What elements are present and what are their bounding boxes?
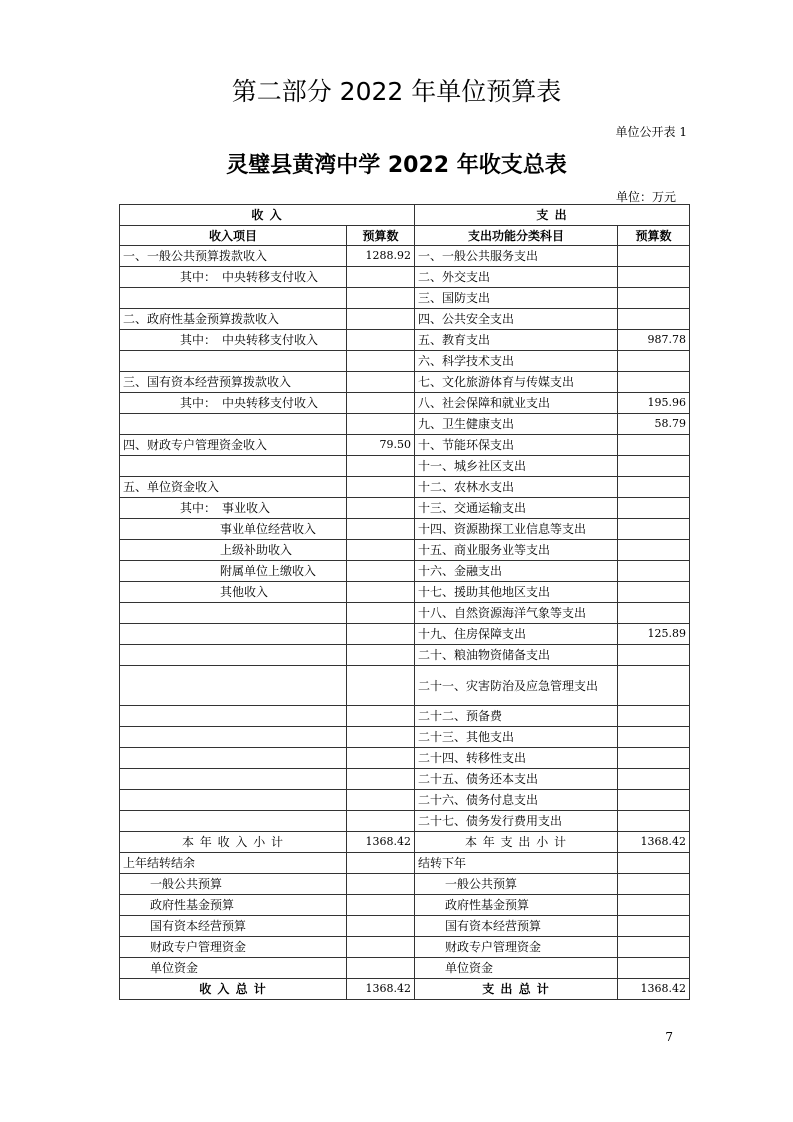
carry-expense-label: 政府性基金预算	[415, 895, 618, 916]
expense-amount-cell	[618, 790, 690, 811]
expense-item-cell: 二、外交支出	[415, 267, 618, 288]
expense-amount-cell	[618, 582, 690, 603]
income-item-cell	[120, 790, 347, 811]
carry-expense-label: 一般公共预算	[415, 874, 618, 895]
expense-amount-cell	[618, 748, 690, 769]
carry-income-label: 国有资本经营预算	[120, 916, 347, 937]
expense-item-cell: 十三、交通运输支出	[415, 498, 618, 519]
carry-expense-amount	[618, 895, 690, 916]
income-item-cell	[120, 603, 347, 624]
table-row	[120, 540, 690, 561]
income-amount-cell	[347, 477, 415, 498]
col-income-amount: 预算数	[347, 226, 415, 246]
table-row	[120, 246, 690, 267]
table-row	[120, 666, 690, 706]
income-item-cell: 五、单位资金收入	[120, 477, 347, 498]
income-item-cell	[120, 414, 347, 435]
part-title: 第二部分 2022 年单位预算表	[231, 77, 562, 106]
income-amount-cell: 1288.92	[347, 246, 415, 267]
income-amount-cell	[347, 582, 415, 603]
expense-amount-cell	[618, 477, 690, 498]
carry-expense-amount	[618, 874, 690, 895]
expense-amount-cell	[618, 288, 690, 309]
expense-item-cell: 二十一、灾害防治及应急管理支出	[415, 666, 618, 706]
carry-row	[120, 895, 690, 916]
table-row	[120, 309, 690, 330]
income-amount-cell	[347, 769, 415, 790]
expense-amount-cell	[618, 727, 690, 748]
col-income-item: 收入项目	[120, 226, 347, 246]
table-row	[120, 624, 690, 645]
page-number: 7	[665, 1030, 673, 1044]
expense-item-cell: 十五、商业服务业等支出	[415, 540, 618, 561]
income-item-cell: 四、财政专户管理资金收入	[120, 435, 347, 456]
document-title: 灵璧县黄湾中学 2022 年收支总表	[226, 153, 567, 178]
expense-item-cell: 十四、资源勘探工业信息等支出	[415, 519, 618, 540]
expense-item-cell: 二十、粮油物资储备支出	[415, 645, 618, 666]
table-row	[120, 645, 690, 666]
expense-item-cell: 十、节能环保支出	[415, 435, 618, 456]
income-amount-cell	[347, 790, 415, 811]
expense-amount-cell	[618, 519, 690, 540]
table-row	[120, 603, 690, 624]
carry-income-label: 上年结转结余	[120, 853, 347, 874]
carry-expense-label: 单位资金	[415, 958, 618, 979]
expense-amount-cell	[618, 603, 690, 624]
expense-item-cell: 十六、金融支出	[415, 561, 618, 582]
expense-item-cell: 二十六、债务付息支出	[415, 790, 618, 811]
table-row	[120, 748, 690, 769]
income-item-cell	[120, 811, 347, 832]
income-item-cell	[120, 769, 347, 790]
income-item-cell: 上级补助收入	[120, 540, 347, 561]
income-amount-cell	[347, 393, 415, 414]
expense-item-cell: 二十四、转移性支出	[415, 748, 618, 769]
income-item-cell: 其中： 中央转移支付收入	[120, 330, 347, 351]
expense-item-cell: 二十二、预备费	[415, 706, 618, 727]
income-amount-cell	[347, 519, 415, 540]
expense-item-cell: 二十三、其他支出	[415, 727, 618, 748]
table-row	[120, 435, 690, 456]
income-item-cell	[120, 748, 347, 769]
subtotal-row	[120, 832, 690, 853]
expense-item-cell: 十一、城乡社区支出	[415, 456, 618, 477]
income-item-cell: 附属单位上缴收入	[120, 561, 347, 582]
income-total-amount: 1368.42	[347, 979, 415, 1000]
table-row	[120, 393, 690, 414]
table-row	[120, 414, 690, 435]
income-item-cell: 三、国有资本经营预算拨款收入	[120, 372, 347, 393]
total-row	[120, 979, 690, 1000]
income-amount-cell	[347, 811, 415, 832]
expense-amount-cell	[618, 435, 690, 456]
expense-amount-cell	[618, 372, 690, 393]
table-row	[120, 519, 690, 540]
expense-total-amount: 1368.42	[618, 979, 690, 1000]
unit-label: 单位：万元	[615, 190, 676, 204]
income-amount-cell	[347, 540, 415, 561]
income-item-cell	[120, 456, 347, 477]
expense-amount-cell: 195.96	[618, 393, 690, 414]
expense-total-label: 支 出 总 计	[415, 979, 618, 1000]
expense-item-cell: 一、一般公共服务支出	[415, 246, 618, 267]
income-amount-cell	[347, 666, 415, 706]
expense-amount-cell: 987.78	[618, 330, 690, 351]
income-amount-cell	[347, 372, 415, 393]
income-item-cell	[120, 288, 347, 309]
table-row	[120, 372, 690, 393]
expense-amount-cell	[618, 561, 690, 582]
income-item-cell	[120, 727, 347, 748]
column-header-row	[120, 226, 690, 246]
carry-expense-amount	[618, 853, 690, 874]
income-item-cell: 其他收入	[120, 582, 347, 603]
expense-amount-cell	[618, 769, 690, 790]
expense-amount-cell	[618, 811, 690, 832]
expense-amount-cell	[618, 540, 690, 561]
income-subtotal-label: 本 年 收 入 小 计	[120, 832, 347, 853]
carry-expense-amount	[618, 937, 690, 958]
carry-row	[120, 874, 690, 895]
income-total-label: 收 入 总 计	[120, 979, 347, 1000]
carry-row	[120, 937, 690, 958]
income-amount-cell	[347, 351, 415, 372]
income-amount-cell	[347, 267, 415, 288]
table-row	[120, 330, 690, 351]
carry-row	[120, 958, 690, 979]
expense-amount-cell	[618, 267, 690, 288]
carry-expense-label: 国有资本经营预算	[415, 916, 618, 937]
table-row	[120, 769, 690, 790]
carry-income-label: 单位资金	[120, 958, 347, 979]
expense-item-cell: 十八、自然资源海洋气象等支出	[415, 603, 618, 624]
col-expense-amount: 预算数	[618, 226, 690, 246]
table-row	[120, 267, 690, 288]
expense-item-cell: 十二、农林水支出	[415, 477, 618, 498]
table-row	[120, 477, 690, 498]
table-row	[120, 351, 690, 372]
expense-item-cell: 二十七、债务发行费用支出	[415, 811, 618, 832]
expense-subtotal-label: 本 年 支 出 小 计	[415, 832, 618, 853]
carry-income-label: 一般公共预算	[120, 874, 347, 895]
table-row	[120, 498, 690, 519]
expense-item-cell: 六、科学技术支出	[415, 351, 618, 372]
carry-row	[120, 916, 690, 937]
expense-amount-cell: 58.79	[618, 414, 690, 435]
income-amount-cell	[347, 498, 415, 519]
expense-item-cell: 八、社会保障和就业支出	[415, 393, 618, 414]
income-subtotal-amount: 1368.42	[347, 832, 415, 853]
expense-item-cell: 二十五、债务还本支出	[415, 769, 618, 790]
carry-income-amount	[347, 937, 415, 958]
income-item-cell: 一、一般公共预算拨款收入	[120, 246, 347, 267]
table-row	[120, 561, 690, 582]
expense-item-cell: 三、国防支出	[415, 288, 618, 309]
expense-item-cell: 四、公共安全支出	[415, 309, 618, 330]
carry-row	[120, 853, 690, 874]
expense-item-cell: 七、文化旅游体育与传媒支出	[415, 372, 618, 393]
income-amount-cell	[347, 645, 415, 666]
expense-subtotal-amount: 1368.42	[618, 832, 690, 853]
carry-income-amount	[347, 853, 415, 874]
income-amount-cell	[347, 330, 415, 351]
income-item-cell: 事业单位经营收入	[120, 519, 347, 540]
income-amount-cell: 79.50	[347, 435, 415, 456]
table-row	[120, 288, 690, 309]
income-amount-cell	[347, 288, 415, 309]
table-row	[120, 582, 690, 603]
carry-income-amount	[347, 958, 415, 979]
income-amount-cell	[347, 727, 415, 748]
table-row	[120, 727, 690, 748]
income-item-cell	[120, 645, 347, 666]
carry-expense-amount	[618, 958, 690, 979]
carry-expense-amount	[618, 916, 690, 937]
expense-item-cell: 九、卫生健康支出	[415, 414, 618, 435]
carry-expense-label: 财政专户管理资金	[415, 937, 618, 958]
income-item-cell	[120, 706, 347, 727]
expense-amount-cell	[618, 309, 690, 330]
expense-item-cell: 五、教育支出	[415, 330, 618, 351]
income-item-cell: 其中： 事业收入	[120, 498, 347, 519]
income-item-cell	[120, 666, 347, 706]
expense-amount-cell	[618, 666, 690, 706]
income-item-cell: 其中： 中央转移支付收入	[120, 267, 347, 288]
expense-amount-cell	[618, 351, 690, 372]
income-amount-cell	[347, 456, 415, 477]
income-amount-cell	[347, 414, 415, 435]
income-amount-cell	[347, 706, 415, 727]
expense-item-cell: 十九、住房保障支出	[415, 624, 618, 645]
income-item-cell: 其中： 中央转移支付收入	[120, 393, 347, 414]
carry-expense-label: 结转下年	[415, 853, 618, 874]
income-item-cell: 二、政府性基金预算拨款收入	[120, 309, 347, 330]
table-row	[120, 811, 690, 832]
expense-amount-cell	[618, 706, 690, 727]
income-amount-cell	[347, 748, 415, 769]
table-row	[120, 706, 690, 727]
budget-table	[119, 204, 690, 1000]
income-amount-cell	[347, 561, 415, 582]
carry-income-label: 政府性基金预算	[120, 895, 347, 916]
table-row	[120, 456, 690, 477]
expense-amount-cell	[618, 246, 690, 267]
income-amount-cell	[347, 309, 415, 330]
table-row	[120, 790, 690, 811]
expense-amount-cell	[618, 645, 690, 666]
header-row	[120, 205, 690, 226]
expense-header: 支 出	[415, 205, 690, 226]
expense-amount-cell: 125.89	[618, 624, 690, 645]
expense-amount-cell	[618, 498, 690, 519]
carry-income-amount	[347, 874, 415, 895]
income-header: 收 入	[120, 205, 415, 226]
carry-income-amount	[347, 895, 415, 916]
carry-income-amount	[347, 916, 415, 937]
expense-item-cell: 十七、援助其他地区支出	[415, 582, 618, 603]
table-number: 单位公开表 1	[615, 125, 687, 139]
income-item-cell	[120, 624, 347, 645]
col-expense-item: 支出功能分类科目	[415, 226, 618, 246]
income-amount-cell	[347, 603, 415, 624]
income-item-cell	[120, 351, 347, 372]
carry-income-label: 财政专户管理资金	[120, 937, 347, 958]
income-amount-cell	[347, 624, 415, 645]
expense-amount-cell	[618, 456, 690, 477]
